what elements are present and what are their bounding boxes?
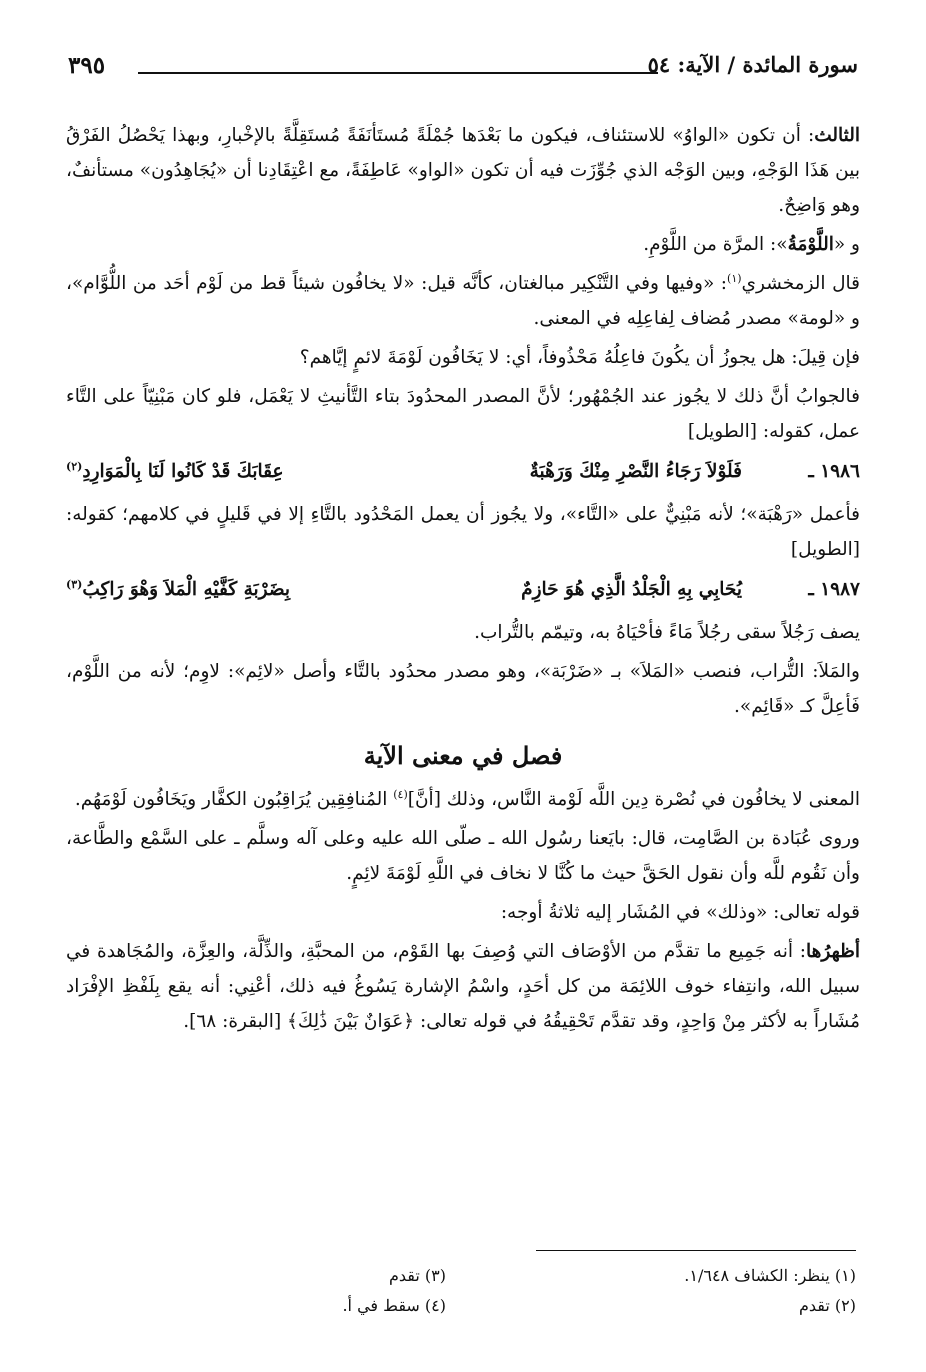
paragraph-description: يصف رَجُلاً سقى رجُلاً مَاءً فأحْيَاهُ به، وتيمّم بالتُّراب. <box>474 622 860 643</box>
footnote-1: (١) ينظر: الكشاف ١/٦٤٨. <box>684 1266 856 1285</box>
verse-1986 <box>66 453 860 493</box>
verse-second-hemistich-text: عِقَابَكَ قَدْ كَانُوا لَنَا بِالْمَوَارِدِ <box>82 461 284 482</box>
paragraph-text: المُنافِقِين يُرَاقِبُون الكفَّار ويَخَافُون لَوْمَهُم. <box>74 789 394 810</box>
verse-second-hemistich <box>66 453 284 491</box>
footnote-4: (٤) سقط في أ. <box>342 1296 446 1315</box>
paragraph-meaning <box>66 782 860 817</box>
verse-number: ١٩٨٦ ـ <box>808 461 860 482</box>
page-header <box>68 52 858 86</box>
footnote-ref: (٢) <box>66 459 83 473</box>
paragraph-lead: الثالث <box>814 125 860 146</box>
header-rule <box>138 72 658 74</box>
paragraph-prefix: و « <box>833 234 860 255</box>
paragraph-text: : «وفيها وفي التَّنْكِير مبالغتان، كأنَّه قيل: «لا يخافُون شيئاً قط من لَوْم أحَد من اللُّوَّام»، و «لومة» مصدر مُضاف لِفاعِلِه في المعنى. <box>66 273 860 329</box>
paragraph-question: فإن قِيلَ: هل يجوزُ أن يكُونَ فاعِلُهُ مَحْذُوفاً، أي: لا يَخَافُون لَوْمَةَ لائمٍ إيَّاهم؟ <box>299 347 860 368</box>
section-heading: فصل في معنى الآية <box>363 741 563 770</box>
footnote-ref: (١) <box>727 271 742 285</box>
paragraph-text: : أن تكون «الواوُ» للاستئناف، فيكون ما بَعْدَها جُمْلَةً مُستَأنَفَةً مُستَقِلَّةً بالإخْبارِ، وبهذا يَحْصُلُ الفَرْقُ بين هَذَا الوَجْهِ، وبين الوَجْه الذي جُوِّزَت فيه أن تكون «الواو» عَاطِفَةً، مع اعْتِقَادِنا أن «يُجَاهِدُون» مستأنفٌ، وهو وَاضِحٌ. <box>66 125 860 216</box>
verse-number: ١٩٨٧ ـ <box>808 579 860 600</box>
verse-first-hemistich: فَلَوْلاَ رَجَاءُ النَّصْرِ مِنْكَ وَرَهْبَةٌ <box>529 461 742 482</box>
verse-1987 <box>66 571 860 611</box>
footnote-rule <box>536 1250 856 1251</box>
footnote-ref: (٤) <box>393 787 408 801</box>
paragraph-lead: اللَّوْمَةُ <box>787 234 834 255</box>
paragraph-text: قال الزمخشري <box>741 273 860 294</box>
footnote-3: (٣) تقدم <box>388 1266 446 1285</box>
paragraph-lawma <box>66 227 860 262</box>
page-body <box>66 118 860 1043</box>
paragraph-ubada: وروى عُبَادة بن الصَّامِت، قال: بايَعنا رسُول الله ـ صلّى الله عليه وعلى آله وسلَّم ـ على السَّمْع والطَّاعة، وأن نَقُوم للَّه وأن نقول الحَقَّ حيث ما كُنَّا لا نخاف في اللَّهِ لَوْمَةَ لائِمٍ. <box>66 828 860 884</box>
paragraph-lead: أظهرُها <box>806 941 860 962</box>
paragraph-mala: والمَلاَ: التُّراب، فنصب «المَلاَ» بـ «ضَرْبَة»، وهو مصدر محدُود بالتَّاء وأصل «لائِم»: لاوِم؛ لأنه من اللَّوْم، فَأعِلَّ كـ «قَائِم». <box>66 661 860 717</box>
paragraph-dhalika: قوله تعالى: «وذلك» في المُشَار إليه ثلاثةُ أوجه: <box>500 902 860 923</box>
paragraph-first-view <box>66 934 860 1039</box>
paragraph-third-view <box>66 118 860 223</box>
paragraph-text: »: المرَّة من اللَّوْمِ. <box>643 234 788 255</box>
paragraph-text: : أنه جَمِيع ما تقدَّم من الأوْصَاف التي وُصِفَ بها القَوْم، من المحبَّةِ، والذِّلَّة، والعِزَّة، والمُجَاهدة في سبيل الله، وانتِفاء خوف اللائِمَة من كل أحَدٍ، واسْمُ الإشارة يَسُوغُ فيه ذلك، أعْنِي: أنه يقع بِلَفْظِ الإفْرَاد مُشَاراً به لأكثر مِنْ وَاحِدٍ، وقد تقدَّم تَحْقِيقُهُ في قوله تعالى: ﴿عَوَانٌ بَيْنَ ذَٰلِكَ﴾ [البقرة: ٦٨]. <box>66 941 860 1032</box>
running-title: سورة المائدة / الآية: ٥٤ <box>647 52 858 77</box>
verse-second-hemistich <box>66 571 290 609</box>
paragraph-answer: فالجوابُ أنَّ ذلك لا يجُوز عند الجُمْهُور؛ لأنَّ المصدر المحدُودَ بتاء التَّأنيثِ لا يَعْمَل، فلو كان مَبْنِيّاً على التَّاء عمل، كقوله: [الطويل] <box>66 386 860 442</box>
footnote-2: (٢) تقدم <box>798 1296 856 1315</box>
verse-second-hemistich-text: بِضَرْبَةِ كَفَّيْهِ الْمَلاَ وَهْوَ رَاكِبُ <box>82 579 291 600</box>
verse-first-hemistich: يُحَابِي بِهِ الْجَلْدُ الَّذِي هُوَ حَازِمٌ <box>521 579 742 600</box>
paragraph-rahba: فأعمل «رَهْبَة»؛ لأنه مَبْنِيٌّ على «التَّاء»، ولا يجُوز أن يعمل المَحْدُود بالتَّاءِ إلا في قَليلٍ في كلامهم؛ كقوله: [الطويل] <box>66 504 860 560</box>
footnote-ref: (٣) <box>66 577 83 591</box>
paragraph-zamakhshari <box>66 266 860 336</box>
paragraph-text: المعنى لا يخافُون في نُصْرة دِين اللَّه لَوْمة النَّاس، وذلك [أنَّ] <box>407 789 860 810</box>
page-number: ٣٩٥ <box>68 52 106 79</box>
